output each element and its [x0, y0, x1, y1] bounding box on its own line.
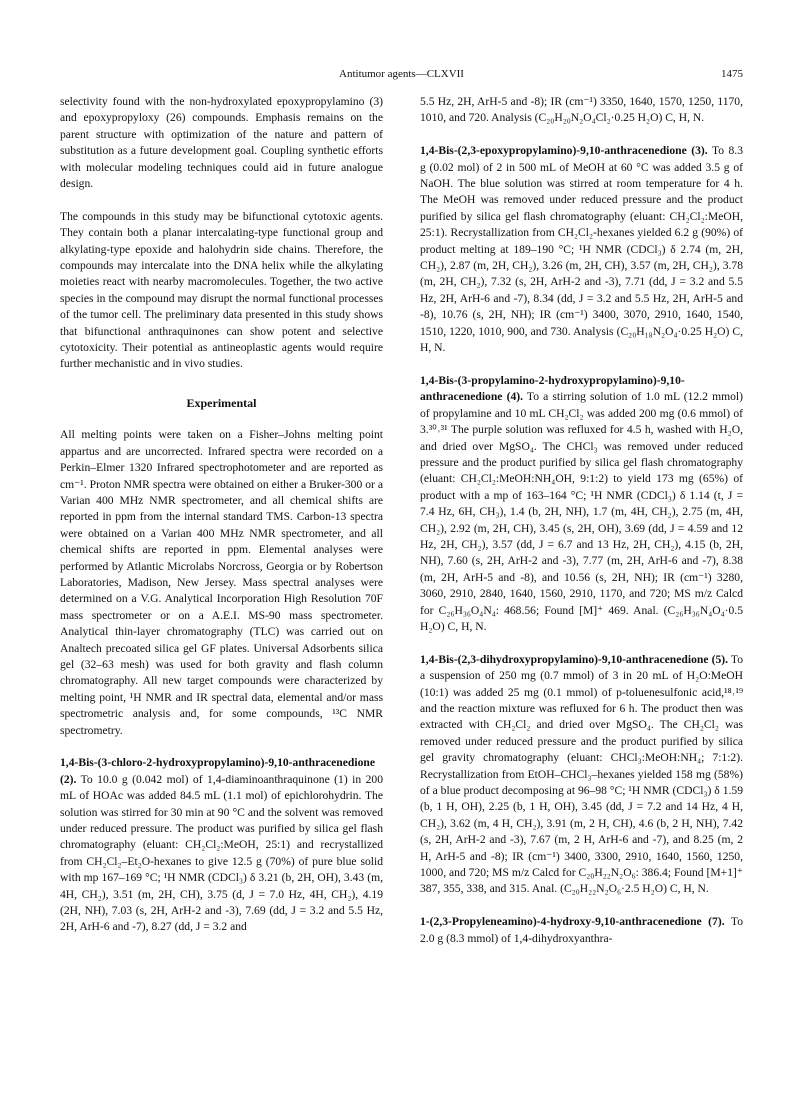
page-number: 1475 — [721, 68, 743, 80]
compound-title-2: 1,4-Bis-(3-chloro-2-hydroxypropylamino)-9,10-anthracenedione (2). — [60, 756, 375, 786]
compound-title-3: 1,4-Bis-(2,3-epoxypropylamino)-9,10-anthracenedione (3). — [420, 144, 708, 158]
paragraph-bifunctional: The compounds in this study may be bifunctional cytotoxic agents. They contain both a planar intercalating-type functional group and alkylating-type epoxide and halohydrin side chains. Therefore, the compounds may intercalate into the DNA helix while the alkylating moieties react with nearby macromolecules. Together, the two active species in the compound may disrupt the normal functional processes of the tumor cell. The preliminary data presented in this study shows that bifunctional anthraquinones can show potent and selective cytotoxicity. Their potential as antineoplastic agents would require further mechanistic and in vivo studies. — [60, 209, 383, 371]
compound-entry-5 — [420, 652, 743, 898]
compound-title-5: 1,4-Bis-(2,3-dihydroxypropylamino)-9,10-anthracenedione (5). — [420, 652, 729, 666]
compound-body-5: To a suspension of 250 mg (0.7 mmol) of 3 in 20 mL of H₂O:MeOH (10:1) was added 25 mg (0.1 mmol) of p-toluenesulfonic acid,¹⁸˒¹⁹ and the reaction mixture was refluxed for 6 h. The product then was extracted with CH₂Cl₂ and dried over MgSO₄. The CH₂Cl₂ was removed under reduced pressure and the product purified by silica gel gravity chromatography (eluant: CHCl₃:MeOH:NH₄; 7:1:2). Recrystallization from EtOH–CHCl₃–hexanes yielded 158 mg (58%) of a blue product decomposing at 96–98 °C; ¹H NMR (CDCl₃) δ 1.59 (b, 1 H, OH), 2.25 (b, 1 H, OH), 3.45 (dd, J = 7.2 and 14 Hz, 4 H, CH₂), 3.62 (m, 4 H, CH₂), 3.91 (m, 2 H, CH), 4.6 (b, 2 H, NH), 7.42 (s, 2H, ArH-2 and -3), 7.67 (m, 2 H, ArH-6 and -7), and 8.25 (m, 2 H, ArH-5 and -8); IR (cm⁻¹) 3400, 3300, 2910, 1640, 1560, 1250, 1000, and 720; MS m/z Calcd for C₂₀H₂₂N₂O₆: 386.4; Found [M+1]⁺ 387, 355, 338, and 315. Anal. (C₂₀H₂₂N₂O₆·2.5 H₂O) C, H, N. — [420, 652, 743, 896]
section-heading-experimental: Experimental — [186, 395, 257, 410]
compound-body-2: To 10.0 g (0.042 mol) of 1,4-diaminoanthraquinone (1) in 200 mL of HOAc was added 84.5 mL (1.1 mol) of epichlorohydrin. The solution was stirred for 30 min at 90 °C and the solvent was removed under reduced pressure. The product was purified by silica gel flash chromatography (eluant: CH₂Cl₂:MeOH, 25:1) and recrystallized from CH₂Cl₂–Et₂O-hexanes to give 12.5 g (70%) of pure blue solid with mp 167–169 °C; ¹H NMR (CDCl₃) δ 3.21 (b, 2H, OH), 3.43 (m, 4H, CH₂), 3.51 (m, 2H, CH), 3.75 (d, J = 7.0 Hz, 4H, CH₂), 4.19 (2H, NH), 7.03 (s, 2H, ArH-2 and -3), 7.69 (dd, J = 3.2 and 5.5 Hz, 2H, ArH-6 and -7), 8.27 (dd, J = 3.2 and — [60, 772, 383, 934]
compound-entry-4 — [420, 373, 743, 636]
paragraph-selectivity: selectivity found with the non-hydroxylated epoxypropylamino (3) and epoxypropyloxy (26) compounds. Emphasis remains on the parent structure with optimization of the nature and pattern of substitution as a future development goal. Coupling synthetic efforts with molecular modeling techniques could aid in future analogue design. — [60, 95, 383, 191]
continuation-text: 5.5 Hz, 2H, ArH-5 and -8); IR (cm⁻¹) 3350, 1640, 1570, 1250, 1170, 1010, and 720. Analysis (C₂₀H₂₀N₂O₄Cl₂·0.25 H₂O) C, H, N. — [420, 95, 743, 125]
compound-body-7: To 2.0 g (8.3 mmol) of 1,4-dihydroxyanthra- — [420, 915, 743, 945]
compound-body-4: To a stirring solution of 1.0 mL (12.2 mmol) of propylamine and 10 mL CH₂Cl₂ was added 200 mg (0.6 mmol) of 3.³⁰˒³¹ The purple solution was refluxed for 4.5 h, washed with H₂O, and dried over MgSO₄. The CHCl₃ was removed under reduced pressure and the product purified by silica gel flash chromatography (eluant: CH₂Cl₂:MeOH:NH₄OH, 9:1:2) to yield 173 mg (65%) of product with a mp of 163–164 °C; ¹H NMR (CDCl₃) δ 1.14 (t, J = 7.4 Hz, 6H, CH₃), 1.4 (b, 2H, NH), 1.7 (m, 4H, CH₂), 2.75 (m, 4H, CH₂), 2.92 (m, 2H, CH), 3.45 (s, 2H, OH), 3.69 (dd, J = 4.59 and 12 Hz, 2H, CH₂), 3.57 (dd, J = 6.7 and 13 Hz, 2H, CH₂), 4.15 (b, 2H, NH), 7.60 (s, 2H, ArH-2 and -3), 7.77 (m, 2H, ArH-6 and -7), 8.38 (m, 2H, ArH-5 and -8), and 10.56 (s, 2H, NH); IR (cm⁻¹) 3280, 3060, 2910, 2840, 1640, 1560, 2910, 1170, and 720; MS m/z Calcd for C₂₆H₃₆O₄N₄: 468.56; Found [M]⁺ 469. Anal. (C₂₆H₃₆N₄O₄·0.5 H₂O) C, H, N. — [420, 390, 743, 633]
right-column — [420, 94, 743, 947]
running-title: Antitumor agents—CLXVII — [339, 68, 464, 80]
compound-title-4: 1,4-Bis-(3-propylamino-2-hydroxypropylamino)-9,10-anthracenedione (4). — [420, 373, 685, 404]
compound-entry-2 — [60, 755, 383, 935]
left-column — [60, 94, 383, 936]
compound-entry-7 — [420, 914, 743, 947]
compound-body-3: To 8.3 g (0.02 mol) of 2 in 500 mL of MeOH at 60 °C was added 3.5 g of NaOH. The blue solution was stirred at room temperature for 4 h. The MeOH was removed under reduced pressure and the product purified by silica gel flash chromatography (eluant: CH₂Cl₂:MeOH, 25:1). Recrystallization from CH₂Cl₂-hexanes yielded 6.2 g (90%) of product melting at 189–190 °C; ¹H NMR (CDCl₃) δ 2.74 (m, 2H, CH₂), 2.87 (m, 2H, CH₂), 3.26 (m, 2H, CH), 3.57 (m, 2H, CH₂), 3.78 (m, 2H, CH₂), 7.32 (s, 2H, ArH-2 and -3), 7.71 (dd, J = 3.2 and 5.5 Hz, 2H, ArH-6 and -7), 8.34 (dd, J = 3.2 and 5.5 Hz, 2H, ArH-5 and -8), 10.76 (s, 2H, NH); IR (cm⁻¹) 3400, 3070, 2910, 1640, 1540, 1510, 1220, 1010, 900, and 730. Analysis (C₂₀H₁₈N₂O₄·0.25 H₂O) C, H, N. — [420, 144, 743, 355]
compound-title-7: 1-(2,3-Propyleneamino)-4-hydroxy-9,10-anthracenedione (7). — [420, 915, 725, 929]
paragraph-general-methods: All melting points were taken on a Fisher–Johns melting point appartus and are uncorrected. Infrared spectra were recorded on a Perkin–Elmer 1320 Infrared spectrophotometer and are reported as cm⁻¹. Proton NMR spectra were obtained on either a Bruker-300 or a Varian 400 MHz NMR spectrometer, and all chemical shifts are reported in ppm from the internal standard TMS. Carbon-13 spectra were obtained on a Varian 400 MHz NMR spectrometer, and all chemical shifts are reported in ppm. Elemental analyses were performed by Atlantic Microlabs Norcross, Georgia or by Robertson Laboratories, Madison, New Jersey. Mass spectral analyses were determined on a V.G. Analytical Incorporation High Resolution 70F mass spectrometer or on a A.E.I. MS-90 mass spectrometer. Analytical thin-layer chromatography (TLC) was carried out on Analtech precoated silica gel GF plates. Universal Adsorbents silica gel (32–63 mesh) was used for both gravity and flash column chromatography. All new target compounds were characterized by melting point, ¹H NMR and IR spectral data, elemental and/or mass spectrometric analysis and, for some compounds, ¹³C NMR spectrometry. — [60, 428, 383, 737]
compound-entry-3 — [420, 143, 743, 356]
page-header — [60, 68, 743, 82]
